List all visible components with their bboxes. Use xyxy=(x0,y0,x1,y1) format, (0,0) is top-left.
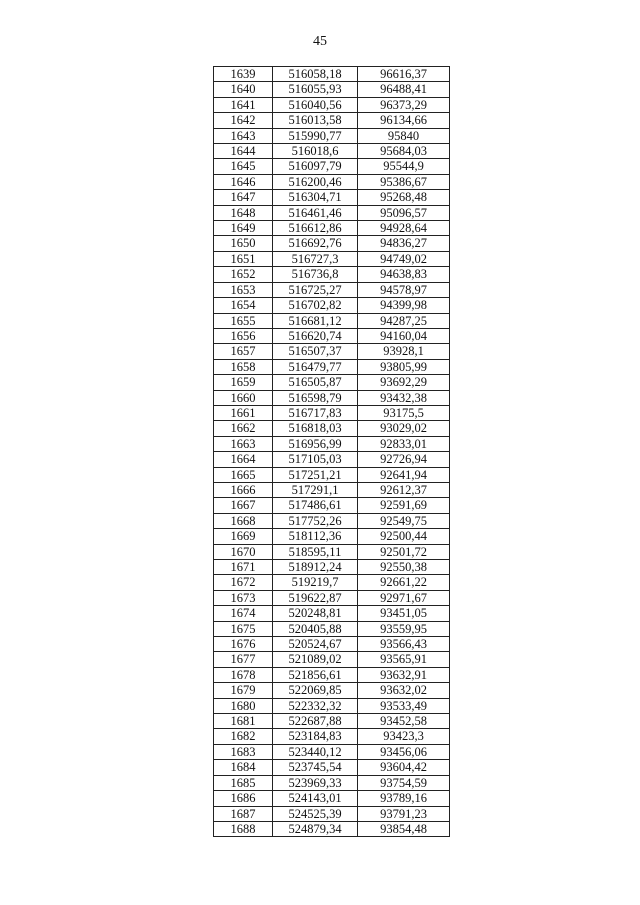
table-row xyxy=(214,144,450,159)
y-coordinate-cell: 94399,98 xyxy=(358,298,450,313)
point-number-cell: 1646 xyxy=(214,174,273,189)
x-coordinate-cell: 516200,46 xyxy=(273,174,358,189)
point-number-cell: 1662 xyxy=(214,421,273,436)
table-row xyxy=(214,482,450,497)
point-number-cell: 1687 xyxy=(214,806,273,821)
point-number-cell: 1686 xyxy=(214,791,273,806)
y-coordinate-cell: 93566,43 xyxy=(358,637,450,652)
y-coordinate-cell: 94836,27 xyxy=(358,236,450,251)
point-number-cell: 1667 xyxy=(214,498,273,513)
table-row xyxy=(214,667,450,682)
table-row xyxy=(214,529,450,544)
x-coordinate-cell: 516461,46 xyxy=(273,205,358,220)
point-number-cell: 1683 xyxy=(214,744,273,759)
point-number-cell: 1644 xyxy=(214,144,273,159)
point-number-cell: 1641 xyxy=(214,97,273,112)
x-coordinate-cell: 516598,79 xyxy=(273,390,358,405)
x-coordinate-cell: 516620,74 xyxy=(273,328,358,343)
table-row xyxy=(214,714,450,729)
y-coordinate-cell: 93423,3 xyxy=(358,729,450,744)
point-number-cell: 1647 xyxy=(214,190,273,205)
y-coordinate-cell: 93604,42 xyxy=(358,760,450,775)
table-row xyxy=(214,298,450,313)
point-number-cell: 1681 xyxy=(214,714,273,729)
point-number-cell: 1672 xyxy=(214,575,273,590)
y-coordinate-cell: 92661,22 xyxy=(358,575,450,590)
x-coordinate-cell: 516692,76 xyxy=(273,236,358,251)
table-row xyxy=(214,267,450,282)
y-coordinate-cell: 93456,06 xyxy=(358,744,450,759)
x-coordinate-cell: 517251,21 xyxy=(273,467,358,482)
point-number-cell: 1648 xyxy=(214,205,273,220)
y-coordinate-cell: 92500,44 xyxy=(358,529,450,544)
table-row xyxy=(214,328,450,343)
x-coordinate-cell: 524879,34 xyxy=(273,821,358,836)
x-coordinate-cell: 522332,32 xyxy=(273,698,358,713)
y-coordinate-cell: 93451,05 xyxy=(358,606,450,621)
table-row xyxy=(214,729,450,744)
x-coordinate-cell: 516097,79 xyxy=(273,159,358,174)
y-coordinate-cell: 94287,25 xyxy=(358,313,450,328)
x-coordinate-cell: 516507,37 xyxy=(273,344,358,359)
table-row xyxy=(214,452,450,467)
y-coordinate-cell: 92591,69 xyxy=(358,498,450,513)
x-coordinate-cell: 520524,67 xyxy=(273,637,358,652)
table-row xyxy=(214,421,450,436)
point-number-cell: 1650 xyxy=(214,236,273,251)
point-number-cell: 1674 xyxy=(214,606,273,621)
x-coordinate-cell: 516612,86 xyxy=(273,221,358,236)
x-coordinate-cell: 516013,58 xyxy=(273,113,358,128)
table-row xyxy=(214,313,450,328)
y-coordinate-cell: 93854,48 xyxy=(358,821,450,836)
table-row xyxy=(214,236,450,251)
y-coordinate-cell: 95684,03 xyxy=(358,144,450,159)
table-row xyxy=(214,791,450,806)
x-coordinate-cell: 516040,56 xyxy=(273,97,358,112)
point-number-cell: 1649 xyxy=(214,221,273,236)
point-number-cell: 1651 xyxy=(214,251,273,266)
y-coordinate-cell: 92726,94 xyxy=(358,452,450,467)
x-coordinate-cell: 516505,87 xyxy=(273,375,358,390)
table-row xyxy=(214,698,450,713)
x-coordinate-cell: 516681,12 xyxy=(273,313,358,328)
table-row xyxy=(214,744,450,759)
table-row xyxy=(214,621,450,636)
point-number-cell: 1642 xyxy=(214,113,273,128)
coordinates-table xyxy=(213,66,450,837)
y-coordinate-cell: 92550,38 xyxy=(358,560,450,575)
x-coordinate-cell: 517291,1 xyxy=(273,482,358,497)
x-coordinate-cell: 522687,88 xyxy=(273,714,358,729)
y-coordinate-cell: 94638,83 xyxy=(358,267,450,282)
x-coordinate-cell: 520405,88 xyxy=(273,621,358,636)
table-row xyxy=(214,467,450,482)
y-coordinate-cell: 94160,04 xyxy=(358,328,450,343)
x-coordinate-cell: 521856,61 xyxy=(273,667,358,682)
y-coordinate-cell: 94749,02 xyxy=(358,251,450,266)
table-row xyxy=(214,775,450,790)
y-coordinate-cell: 92971,67 xyxy=(358,590,450,605)
y-coordinate-cell: 94928,64 xyxy=(358,221,450,236)
y-coordinate-cell: 92501,72 xyxy=(358,544,450,559)
x-coordinate-cell: 523745,54 xyxy=(273,760,358,775)
x-coordinate-cell: 515990,77 xyxy=(273,128,358,143)
y-coordinate-cell: 94578,97 xyxy=(358,282,450,297)
y-coordinate-cell: 96373,29 xyxy=(358,97,450,112)
x-coordinate-cell: 516717,83 xyxy=(273,405,358,420)
table-row xyxy=(214,544,450,559)
table-row xyxy=(214,760,450,775)
x-coordinate-cell: 516058,18 xyxy=(273,67,358,82)
table-row xyxy=(214,97,450,112)
y-coordinate-cell: 93754,59 xyxy=(358,775,450,790)
x-coordinate-cell: 516956,99 xyxy=(273,436,358,451)
table-row xyxy=(214,113,450,128)
table-row xyxy=(214,375,450,390)
y-coordinate-cell: 93805,99 xyxy=(358,359,450,374)
y-coordinate-cell: 93928,1 xyxy=(358,344,450,359)
x-coordinate-cell: 524143,01 xyxy=(273,791,358,806)
point-number-cell: 1664 xyxy=(214,452,273,467)
point-number-cell: 1658 xyxy=(214,359,273,374)
point-number-cell: 1673 xyxy=(214,590,273,605)
x-coordinate-cell: 516018,6 xyxy=(273,144,358,159)
x-coordinate-cell: 518595,11 xyxy=(273,544,358,559)
table-row xyxy=(214,637,450,652)
table-row xyxy=(214,82,450,97)
point-number-cell: 1668 xyxy=(214,513,273,528)
point-number-cell: 1656 xyxy=(214,328,273,343)
table-row xyxy=(214,174,450,189)
table-row xyxy=(214,436,450,451)
x-coordinate-cell: 517486,61 xyxy=(273,498,358,513)
table-row xyxy=(214,221,450,236)
point-number-cell: 1685 xyxy=(214,775,273,790)
table-row xyxy=(214,513,450,528)
point-number-cell: 1660 xyxy=(214,390,273,405)
y-coordinate-cell: 93789,16 xyxy=(358,791,450,806)
x-coordinate-cell: 517752,26 xyxy=(273,513,358,528)
table-row xyxy=(214,560,450,575)
y-coordinate-cell: 93692,29 xyxy=(358,375,450,390)
table-row xyxy=(214,806,450,821)
point-number-cell: 1665 xyxy=(214,467,273,482)
x-coordinate-cell: 518912,24 xyxy=(273,560,358,575)
y-coordinate-cell: 93559,95 xyxy=(358,621,450,636)
point-number-cell: 1679 xyxy=(214,683,273,698)
table-row xyxy=(214,128,450,143)
y-coordinate-cell: 93565,91 xyxy=(358,652,450,667)
x-coordinate-cell: 523969,33 xyxy=(273,775,358,790)
y-coordinate-cell: 92833,01 xyxy=(358,436,450,451)
y-coordinate-cell: 92641,94 xyxy=(358,467,450,482)
point-number-cell: 1653 xyxy=(214,282,273,297)
x-coordinate-cell: 523184,83 xyxy=(273,729,358,744)
point-number-cell: 1652 xyxy=(214,267,273,282)
point-number-cell: 1670 xyxy=(214,544,273,559)
y-coordinate-cell: 93632,02 xyxy=(358,683,450,698)
point-number-cell: 1676 xyxy=(214,637,273,652)
x-coordinate-cell: 516304,71 xyxy=(273,190,358,205)
point-number-cell: 1655 xyxy=(214,313,273,328)
y-coordinate-cell: 96616,37 xyxy=(358,67,450,82)
coordinates-table-body xyxy=(214,67,450,837)
table-row xyxy=(214,652,450,667)
x-coordinate-cell: 523440,12 xyxy=(273,744,358,759)
table-row xyxy=(214,251,450,266)
table-row xyxy=(214,205,450,220)
x-coordinate-cell: 516479,77 xyxy=(273,359,358,374)
x-coordinate-cell: 520248,81 xyxy=(273,606,358,621)
point-number-cell: 1677 xyxy=(214,652,273,667)
point-number-cell: 1657 xyxy=(214,344,273,359)
x-coordinate-cell: 517105,03 xyxy=(273,452,358,467)
point-number-cell: 1675 xyxy=(214,621,273,636)
y-coordinate-cell: 92612,37 xyxy=(358,482,450,497)
y-coordinate-cell: 95096,57 xyxy=(358,205,450,220)
x-coordinate-cell: 522069,85 xyxy=(273,683,358,698)
point-number-cell: 1654 xyxy=(214,298,273,313)
table-row xyxy=(214,390,450,405)
point-number-cell: 1663 xyxy=(214,436,273,451)
y-coordinate-cell: 93632,91 xyxy=(358,667,450,682)
y-coordinate-cell: 95386,67 xyxy=(358,174,450,189)
table-row xyxy=(214,282,450,297)
x-coordinate-cell: 521089,02 xyxy=(273,652,358,667)
table-row xyxy=(214,344,450,359)
table-row xyxy=(214,590,450,605)
table-row xyxy=(214,405,450,420)
point-number-cell: 1684 xyxy=(214,760,273,775)
point-number-cell: 1645 xyxy=(214,159,273,174)
point-number-cell: 1640 xyxy=(214,82,273,97)
x-coordinate-cell: 516055,93 xyxy=(273,82,358,97)
point-number-cell: 1669 xyxy=(214,529,273,544)
table-row xyxy=(214,359,450,374)
point-number-cell: 1661 xyxy=(214,405,273,420)
y-coordinate-cell: 93175,5 xyxy=(358,405,450,420)
x-coordinate-cell: 516725,27 xyxy=(273,282,358,297)
y-coordinate-cell: 95544,9 xyxy=(358,159,450,174)
point-number-cell: 1666 xyxy=(214,482,273,497)
y-coordinate-cell: 93432,38 xyxy=(358,390,450,405)
point-number-cell: 1639 xyxy=(214,67,273,82)
y-coordinate-cell: 92549,75 xyxy=(358,513,450,528)
point-number-cell: 1680 xyxy=(214,698,273,713)
y-coordinate-cell: 96488,41 xyxy=(358,82,450,97)
table-row xyxy=(214,683,450,698)
table-row xyxy=(214,606,450,621)
y-coordinate-cell: 95840 xyxy=(358,128,450,143)
table-row xyxy=(214,821,450,836)
table-row xyxy=(214,159,450,174)
y-coordinate-cell: 93791,23 xyxy=(358,806,450,821)
point-number-cell: 1678 xyxy=(214,667,273,682)
y-coordinate-cell: 93452,58 xyxy=(358,714,450,729)
x-coordinate-cell: 516702,82 xyxy=(273,298,358,313)
point-number-cell: 1643 xyxy=(214,128,273,143)
y-coordinate-cell: 96134,66 xyxy=(358,113,450,128)
x-coordinate-cell: 524525,39 xyxy=(273,806,358,821)
y-coordinate-cell: 93029,02 xyxy=(358,421,450,436)
table-row xyxy=(214,498,450,513)
table-row xyxy=(214,575,450,590)
point-number-cell: 1688 xyxy=(214,821,273,836)
x-coordinate-cell: 519219,7 xyxy=(273,575,358,590)
y-coordinate-cell: 93533,49 xyxy=(358,698,450,713)
x-coordinate-cell: 516727,3 xyxy=(273,251,358,266)
table-row xyxy=(214,190,450,205)
point-number-cell: 1682 xyxy=(214,729,273,744)
page-number: 45 xyxy=(313,34,327,49)
table-row xyxy=(214,67,450,82)
point-number-cell: 1671 xyxy=(214,560,273,575)
point-number-cell: 1659 xyxy=(214,375,273,390)
x-coordinate-cell: 519622,87 xyxy=(273,590,358,605)
y-coordinate-cell: 95268,48 xyxy=(358,190,450,205)
x-coordinate-cell: 516736,8 xyxy=(273,267,358,282)
x-coordinate-cell: 516818,03 xyxy=(273,421,358,436)
x-coordinate-cell: 518112,36 xyxy=(273,529,358,544)
